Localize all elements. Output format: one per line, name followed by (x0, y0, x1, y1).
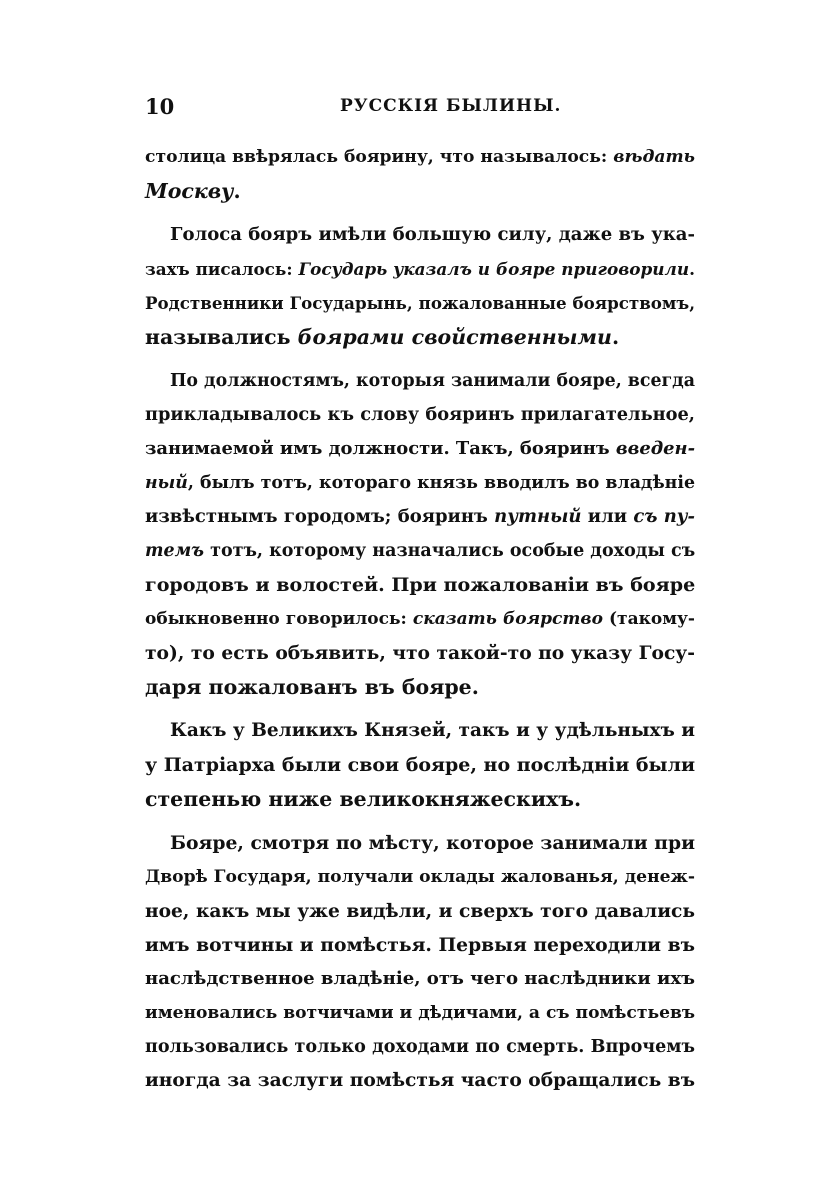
italic-phrase: Государь указалъ и бояре приговорили (298, 259, 690, 279)
text-segment: (такому- (602, 609, 695, 629)
italic-phrase: Москву (145, 179, 234, 203)
text-segment: у Патріарха были свои бояре, но послѣдніи были (145, 754, 696, 776)
text-line (145, 1064, 695, 1098)
text-line (145, 962, 695, 996)
text-segment: Голоса бояръ имѣли большую силу, даже въ ука- (170, 224, 695, 245)
text-segment: именовались вотчичами и дѣдичами, а съ помѣстьевъ (145, 1003, 695, 1023)
text-segment: , былъ тотъ, котораго князь вводилъ во владѣніе (187, 473, 695, 493)
italic-phrase: боярами свойственными (297, 325, 612, 349)
text-segment: степенью ниже великокняжескихъ. (145, 787, 582, 811)
text-line (145, 432, 695, 466)
text-segment: Родственники Государынь, пожалованные боярствомъ, (145, 293, 695, 313)
page-number: 10 (145, 94, 175, 119)
text-segment: . (233, 179, 241, 203)
italic-phrase: вѣдать (613, 147, 695, 167)
text-line (170, 714, 695, 748)
italic-phrase: съ пу- (633, 506, 696, 527)
text-segment: столица ввѣрялась боярину, что называлось: (145, 147, 614, 167)
text-line (145, 602, 695, 636)
text-segment: извѣстнымъ городомъ; бояринъ (145, 506, 495, 527)
text-segment: захъ писалось: (145, 259, 299, 279)
text-line (170, 826, 695, 860)
text-line (170, 218, 695, 252)
text-segment: . (611, 325, 620, 349)
text-segment: обыкновенно говорилось: (145, 609, 413, 629)
text-segment: . (689, 259, 695, 279)
text-segment: имъ вотчины и помѣстья. Первыя переходили въ (145, 934, 695, 956)
text-line (145, 174, 695, 208)
italic-phrase: введен- (615, 438, 695, 459)
text-segment: то), то есть объявить, что такой-то по указу Госу- (145, 642, 695, 664)
italic-phrase: ный (145, 473, 188, 493)
text-line (145, 534, 695, 568)
text-line (145, 252, 695, 286)
text-line (145, 894, 695, 928)
text-segment: назывались (145, 325, 298, 349)
text-segment: ное, какъ мы уже видѣли, и сверхъ того давались (145, 900, 695, 922)
italic-phrase: темъ (145, 541, 205, 561)
text-segment: или (581, 506, 634, 527)
text-line (145, 860, 695, 894)
text-segment: Какъ у Великихъ Князей, такъ и у удѣльныхъ и (170, 720, 695, 741)
text-line (170, 364, 695, 398)
text-line (145, 1030, 695, 1064)
running-title: РУССКІЯ БЫЛИНЫ. (340, 96, 562, 116)
text-line (145, 466, 695, 500)
text-segment: пользовались только доходами по смерть. Впрочемъ (145, 1037, 695, 1057)
italic-phrase: сказать боярство (412, 609, 603, 629)
text-segment: Дворѣ Государя, получали оклады жалованья, денеж- (145, 867, 695, 887)
text-segment: даря пожалованъ въ бояре. (145, 675, 479, 699)
text-segment: тотъ, которому назначались особые доходы съ (204, 541, 696, 561)
text-line (145, 398, 695, 432)
text-line (145, 670, 695, 704)
text-segment: городовъ и волостей. При пожалованіи въ бояре (145, 574, 696, 596)
text-line (145, 636, 695, 670)
text-segment: иногда за заслуги помѣстья часто обращались въ (145, 1070, 695, 1091)
italic-phrase: путный (494, 506, 582, 527)
text-line (145, 320, 695, 354)
page-header (145, 94, 700, 124)
text-line (145, 748, 695, 782)
text-segment: По должностямъ, которыя занимали бояре, всегда (170, 371, 695, 391)
text-line (145, 782, 695, 816)
text-line (145, 928, 695, 962)
text-segment: прикладывалось къ слову бояринъ прилагательное, (145, 404, 695, 425)
text-line (145, 286, 695, 320)
text-segment: Бояре, смотря по мѣсту, которое занимали при (170, 832, 695, 854)
text-line (145, 500, 695, 534)
text-segment: занимаемой имъ должности. Такъ, бояринъ (145, 438, 616, 459)
text-line (145, 140, 695, 174)
text-line (145, 996, 695, 1030)
text-segment: наслѣдственное владѣніе, отъ чего наслѣдники ихъ (145, 968, 696, 989)
text-line (145, 568, 695, 602)
